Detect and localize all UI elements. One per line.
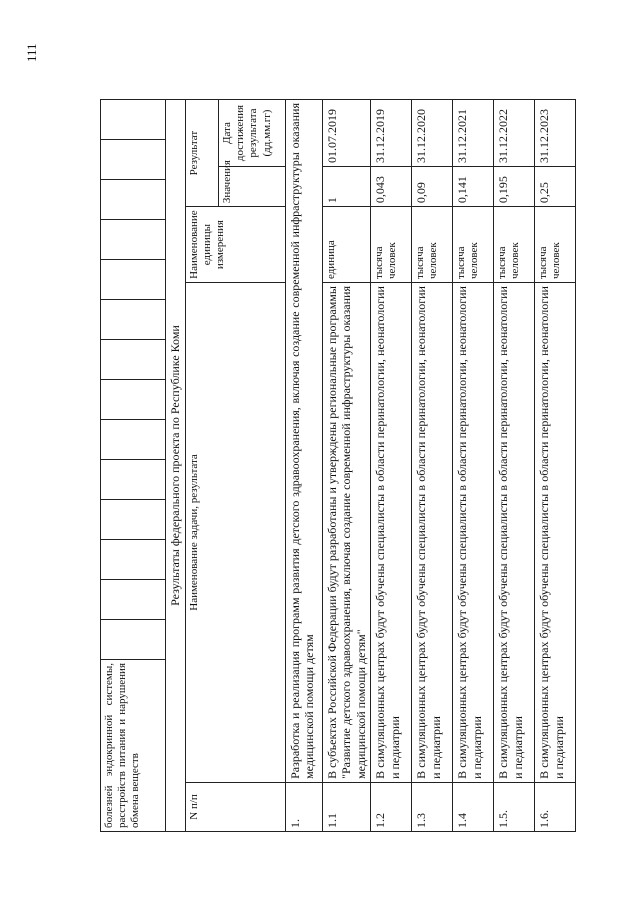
table-row xyxy=(535,100,576,832)
federal-results-table xyxy=(165,99,576,832)
row-date: 31.12.2022 xyxy=(494,100,535,167)
header-name: Наименование задачи, результата xyxy=(186,283,286,783)
row-unit: тысяча человек xyxy=(453,207,494,283)
continuation-text: болезней эндокринной системы, расстройств питания и нарушения обмена веществ xyxy=(101,659,166,831)
row-name: В симуляционных центрах будут обучены специалисты в области перинатологии, неонатологии и педиатрии xyxy=(494,283,535,783)
header-result: Результат xyxy=(186,100,219,207)
row-unit: единица xyxy=(323,207,371,283)
row-name: В симуляционных центрах будут обучены специалисты в области перинатологии, неонатологии и педиатрии xyxy=(453,283,494,783)
task-num: 1. xyxy=(286,782,323,831)
row-unit: тысяча человек xyxy=(494,207,535,283)
row-unit: тысяча человек xyxy=(535,207,576,283)
header-value: Значения xyxy=(219,167,286,207)
row-value: 0,141 xyxy=(453,167,494,207)
section-title: Результаты федерального проекта по Республике Коми xyxy=(166,100,186,832)
row-date: 31.12.2021 xyxy=(453,100,494,167)
row-name: В симуляционных центрах будут обучены специалисты в области перинатологии, неонатологии и педиатрии xyxy=(371,283,412,783)
row-value: 0,043 xyxy=(371,167,412,207)
row-name: В субъектах Российской Федерации будут разработаны и утверждены региональные программы "Развитие детского здравоохранения, включая создание современной инфраструктуры оказания медицинской помощи детям" xyxy=(323,283,371,783)
row-value: 0,09 xyxy=(412,167,453,207)
row-num: 1.6. xyxy=(535,782,576,831)
row-date: 31.12.2023 xyxy=(535,100,576,167)
table-row xyxy=(453,100,494,832)
page-number: 111 xyxy=(24,43,39,62)
row-name: В симуляционных центрах будут обучены специалисты в области перинатологии, неонатологии и педиатрии xyxy=(412,283,453,783)
rotated-table-page xyxy=(100,99,581,832)
table-row xyxy=(412,100,453,832)
task-text: Разработка и реализация программ развития детского здравоохранения, включая создание современной инфраструктуры оказания медицинской помощи детям xyxy=(286,100,323,783)
table-row xyxy=(371,100,412,832)
header-unit: Наименование единицы измерения xyxy=(186,207,286,283)
header-date: Дата достижения результата (дд.мм.гг) xyxy=(219,100,286,167)
continuation-row xyxy=(101,99,166,831)
row-unit: тысяча человек xyxy=(371,207,412,283)
row-unit: тысяча человек xyxy=(412,207,453,283)
row-name: В симуляционных центрах будут обучены специалисты в области перинатологии, неонатологии и педиатрии xyxy=(535,283,576,783)
row-num: 1.3 xyxy=(412,782,453,831)
row-date: 31.12.2020 xyxy=(412,100,453,167)
table-row xyxy=(323,100,371,832)
row-date: 01.07.2019 xyxy=(323,100,371,167)
row-value: 0,25 xyxy=(535,167,576,207)
row-num: 1.1 xyxy=(323,782,371,831)
task-row xyxy=(286,100,323,832)
table-row xyxy=(494,100,535,832)
row-num: 1.2 xyxy=(371,782,412,831)
row-value: 0,195 xyxy=(494,167,535,207)
row-num: 1.4 xyxy=(453,782,494,831)
results-table xyxy=(100,99,166,832)
row-date: 31.12.2019 xyxy=(371,100,412,167)
row-value: 1 xyxy=(323,167,371,207)
row-num: 1.5. xyxy=(494,782,535,831)
header-num: N п/п xyxy=(186,782,286,831)
